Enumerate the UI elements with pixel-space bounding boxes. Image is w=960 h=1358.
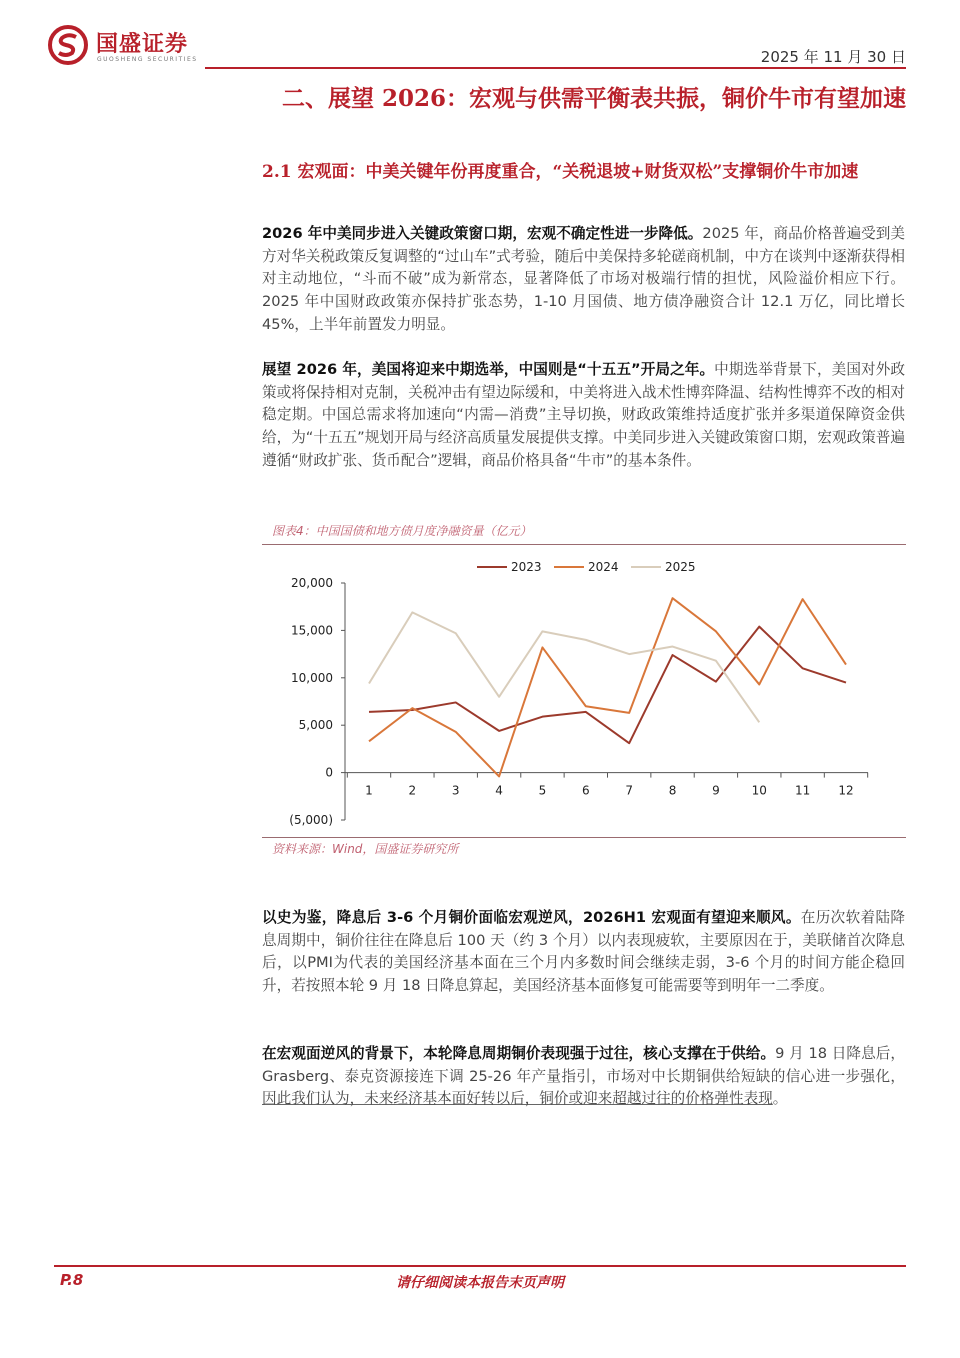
x-tick-label: 5	[538, 783, 547, 798]
footer-disclaimer: 请仔细阅读本报告末页声明	[396, 1275, 564, 1291]
paragraph-tail: 。	[772, 1090, 788, 1108]
brand-name: 国盛证券	[96, 32, 189, 57]
x-tick-label: 4	[495, 783, 503, 798]
paragraph-body: 中期选举背景下，美国对外政策或将保持相对克制，关税冲击有望边际缓和，中美将进入战术性博弈降温、结构性博弈不改的相对稳定期。中国总需求将加速向“内需—消费”主导切换，财政政策维持适度扩张并多渠道保障资金供给，为“十五五”规划开局与经济高质量发展提供支撑。中美同步进入关键政策窗口期，宏观政策普遍遵循“财政扩张、货币配合”逻辑，商品价格具备“牛市”的基本条件。	[262, 361, 905, 469]
y-tick-label: 20,000	[291, 576, 333, 590]
x-tick-label: 9	[712, 783, 720, 798]
paragraph	[262, 907, 905, 998]
paragraph	[262, 359, 905, 473]
x-tick-label: 12	[838, 783, 854, 798]
figure-divider-bottom	[262, 837, 906, 838]
y-tick-label: (5,000)	[289, 813, 333, 827]
footer-divider	[54, 1265, 906, 1267]
report-date: 2025 年 11 月 30 日	[760, 48, 906, 66]
x-tick-label: 3	[451, 783, 460, 798]
x-tick-label: 11	[794, 783, 811, 798]
paragraph	[262, 223, 905, 337]
paragraph-lead: 以史为鉴，降息后 3-6 个月铜价面临宏观逆风，2026H1 宏观面有望迎来顺风。	[262, 909, 801, 926]
legend-label-2024: 2024	[588, 560, 619, 574]
y-tick-label: 15,000	[291, 623, 333, 638]
x-tick-label: 2	[408, 783, 417, 798]
figure-source: 资料来源：Wind，国盛证券研究所	[272, 842, 459, 856]
y-tick-label: 0	[325, 765, 333, 780]
x-tick-label: 8	[668, 783, 677, 798]
line-chart	[262, 548, 906, 836]
figure-title: 图表4：中国国债和地方债月度净融资量（亿元）	[272, 524, 532, 538]
paragraph	[262, 1043, 905, 1111]
brand-logo	[48, 25, 248, 67]
section-title: 二、展望 2026：宏观与供需平衡表共振，铜价牛市有望加速	[281, 85, 906, 112]
paragraph-body: 9 月 18 日降息后，Grasberg、泰克资源接连下调 25-26 年产量指引，市场对中长期铜供给短缺的信心进一步强化，	[262, 1045, 905, 1085]
paragraph-body: 2025 年，商品价格普遍受到美方对华关税政策反复调整的“过山车”式考验，随后中美保持多轮磋商机制，中方在谈判中逐渐获得相对主动地位，“斗而不破”成为新常态，显著降低了市场对极端行情的担忧，风险溢价相应下行。2025 年中国财政政策亦保持扩张态势，1-10 月国债、地方债净融资合计 12.1 万亿，同比增长 45%，上半年前置发力明显。	[262, 225, 906, 333]
paragraph-body: 在历次软着陆降息周期中，铜价往往在降息后 100 天（约 3 个月）以内表现疲软，主要原因在于，美联储首次降息后，以PMI为代表的美国经济基本面在三个月内多数时间会继续走弱，3-6 个月的时间方能企稳回升，若按照本轮 9 月 18 日降息算起，美国经济基本面修复可能需要等到明年一二季度。	[262, 909, 905, 995]
header-divider	[205, 67, 906, 69]
paragraph-lead: 在宏观面逆风的背景下，本轮降息周期铜价表现强于过往，核心支撑在于供给。	[262, 1045, 776, 1062]
legend-label-2023: 2023	[511, 560, 542, 574]
x-tick-label: 6	[581, 783, 590, 798]
y-tick-label: 10,000	[291, 670, 333, 685]
page-number: P.8	[60, 1271, 84, 1289]
x-tick-label: 1	[365, 783, 373, 798]
x-tick-label: 7	[625, 783, 634, 798]
y-tick-label: 5,000	[298, 718, 333, 733]
paragraph-underlined-conclusion: 因此我们认为，未来经济基本面好转以后，铜价或迎来超越过往的价格弹性表现	[262, 1090, 773, 1108]
series-line-2025	[369, 612, 759, 722]
figure-divider-top	[262, 544, 906, 545]
brand-name-en: GUOSHENG SECURITIES	[97, 56, 198, 63]
x-tick-label: 10	[751, 783, 767, 798]
series-line-2023	[369, 627, 846, 744]
legend-label-2025: 2025	[665, 560, 696, 574]
logo-mark-icon	[48, 25, 88, 65]
subsection-title: 2.1 宏观面：中美关键年份再度重合，“关税退坡+财货双松”支撑铜价牛市加速	[262, 162, 859, 182]
paragraph-lead: 展望 2026 年，美国将迎来中期选举，中国则是“十五五”开局之年。	[262, 361, 715, 378]
paragraph-lead: 2026 年中美同步进入关键政策窗口期，宏观不确定性进一步降低。	[262, 225, 703, 242]
